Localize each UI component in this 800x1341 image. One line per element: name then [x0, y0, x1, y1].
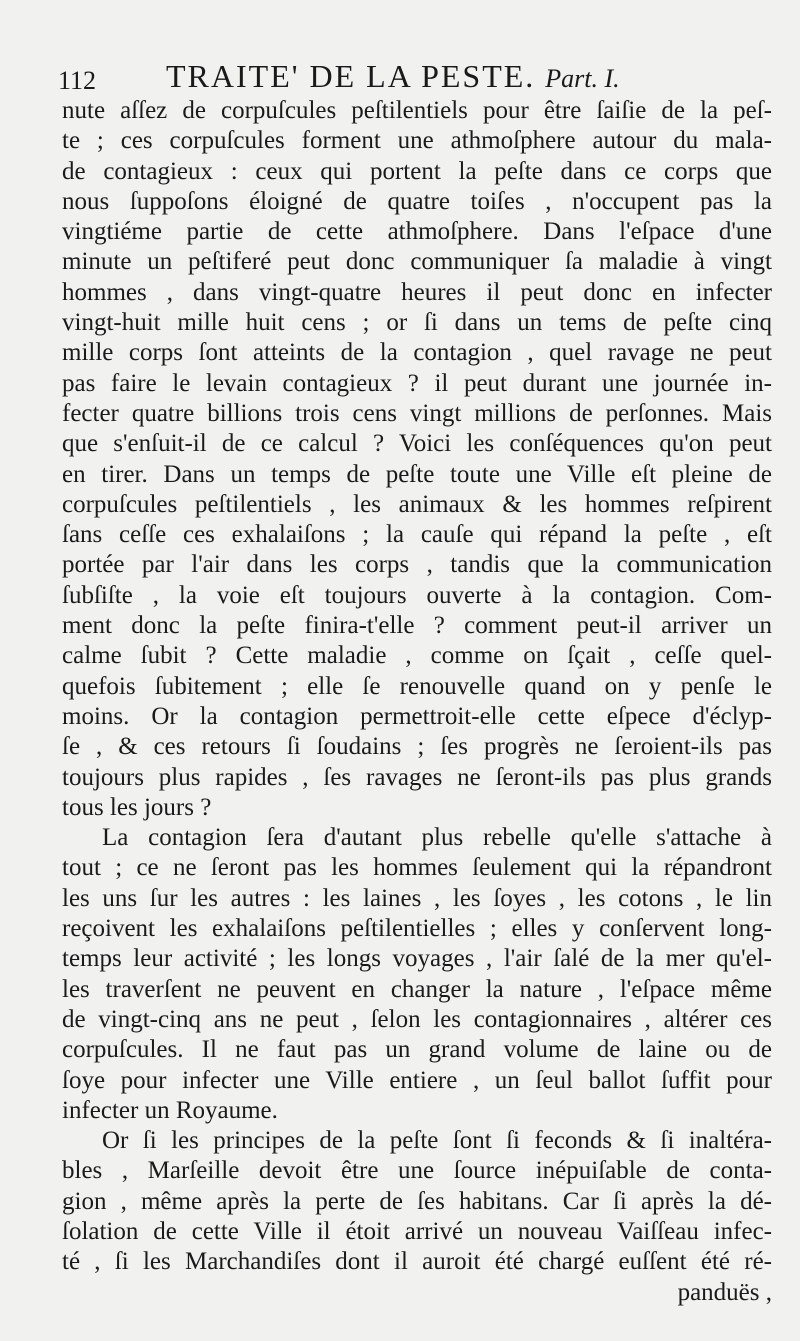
text-line: temps leur activité ; les longs voyages , l'air ſalé de la mer qu'el- [62, 945, 772, 973]
text-line: infecter un Royaume. [62, 1096, 278, 1124]
running-title [166, 58, 620, 95]
page-number: 112 [58, 66, 97, 95]
text-line: ſolation de cette Ville il étoit arrivé un nouveau Vaiſſeau infec- [62, 1217, 772, 1245]
catchword: panduës , [677, 1278, 772, 1306]
text-line: ſoye pour infecter une Ville entiere , un ſeul ballot ſuffit pour [62, 1066, 772, 1094]
text-line: pas faire le levain contagieux ? il peut durant une journée in- [62, 369, 772, 397]
text-line: quefois ſubitement ; elle ſe renouvelle quand on y penſe le [62, 672, 772, 700]
text-line: bles , Marſeille devoit être une ſource inépuiſable de conta- [62, 1157, 772, 1185]
text-line: les uns ſur les autres : les laines , les ſoyes , les cotons , le lin [62, 884, 772, 912]
text-line: ment donc la peſte finira-t'elle ? comment peut-il arriver un [62, 612, 772, 640]
text-line: corpuſcules. Il ne faut pas un grand volume de laine ou de [62, 1036, 772, 1064]
text-line: tous les jours ? [62, 793, 212, 821]
text-line: tout ; ce ne ſeront pas les hommes ſeulement qui la répandront [62, 854, 772, 882]
text-line: ſans ceſſe ces exhalaiſons ; la cauſe qui répand la peſte , eſt [62, 521, 772, 549]
text-line: gion , même après la perte de ſes habitans. Car ſi après la dé- [62, 1187, 772, 1215]
text-line: minute un peſtiferé peut donc communiquer ſa maladie à vingt [62, 248, 772, 276]
text-line: vingt-huit mille huit cens ; or ſi dans un tems de peſte cinq [62, 309, 772, 337]
text-line: La contagion ſera d'autant plus rebelle qu'elle s'attache à [102, 824, 772, 852]
text-line: ſubſiſte , la voie eſt toujours ouverte à la contagion. Com- [62, 581, 772, 609]
text-line: mille corps ſont atteints de la contagion , quel ravage ne peut [62, 339, 772, 367]
text-line: nous ſuppoſons éloigné de quatre toiſes , n'occupent pas la [62, 187, 772, 215]
text-line: Or ſi les principes de la peſte ſont ſi feconds & ſi inaltéra- [102, 1127, 772, 1155]
text-line: moins. Or la contagion permettroit-elle cette eſpece d'éclyp- [62, 702, 772, 730]
text-line: té , ſi les Marchandiſes dont il auroit été chargé euſſent été ré- [62, 1248, 772, 1276]
text-line: hommes , dans vingt-quatre heures il peut donc en infecter [62, 278, 772, 306]
text-line: ſe , & ces retours ſi ſoudains ; ſes progrès ne ſeroient-ils pas [62, 733, 772, 761]
text-line: nute aſſez de corpuſcules peſtilentiels pour être ſaiſie de la peſ- [62, 97, 772, 124]
text-line: de contagieux : ceux qui portent la peſte dans ce corps que [62, 157, 772, 185]
text-line: en tirer. Dans un temps de peſte toute une Ville eſt pleine de [62, 460, 772, 488]
text-line: calme ſubit ? Cette maladie , comme on ſçait , ceſſe quel- [62, 642, 772, 670]
text-line: te ; ces corpuſcules forment une athmoſphere autour du mala- [62, 127, 772, 155]
text-line: fecter quatre billions trois cens vingt millions de perſonnes. Mais [62, 399, 772, 427]
text-line: de vingt-cinq ans ne peut , ſelon les contagionnaires , altérer ces [62, 1005, 772, 1033]
page-header [58, 58, 678, 98]
running-title-text: TRAITE' DE LA PESTE. [166, 58, 536, 94]
text-line: corpuſcules peſtilentiels , les animaux & les hommes reſpirent [62, 490, 772, 518]
text-line: que s'enſuit-il de ce calcul ? Voici les conſéquences qu'on peut [62, 430, 772, 458]
text-line: portée par l'air dans les corps , tandis que la communication [62, 551, 772, 579]
text-line: reçoivent les exhalaiſons peſtilentielles ; elles y conſervent long- [62, 915, 772, 943]
body-text [62, 96, 772, 1308]
text-line: toujours plus rapides , ſes ravages ne ſeront-ils pas plus grands [62, 763, 772, 791]
text-line: vingtiéme partie de cette athmoſphere. Dans l'eſpace d'une [62, 218, 772, 246]
text-line: les traverſent ne peuvent en changer la nature , l'eſpace même [62, 975, 772, 1003]
running-part: Part. I. [545, 64, 620, 93]
